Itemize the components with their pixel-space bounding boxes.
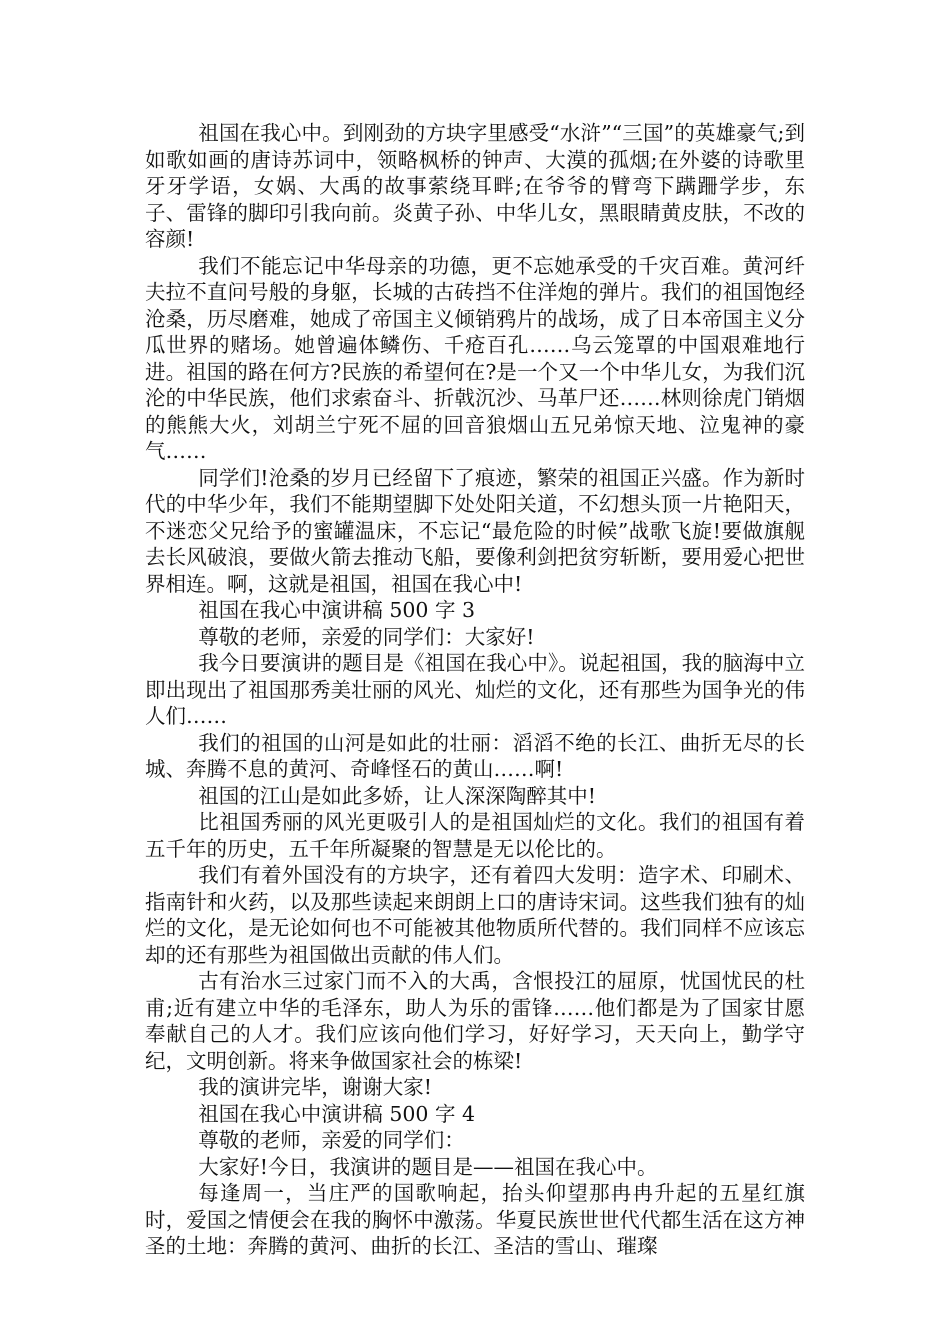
paragraph-7: 比祖国秀丽的风光更吸引人的是祖国灿烂的文化。我们的祖国有着五千年的历史，五千年所凝聚的智慧是无以伦比的。 xyxy=(145,810,805,861)
document-body xyxy=(145,120,805,1260)
paragraph-3: 同学们!沧桑的岁月已经留下了痕迹，繁荣的祖国正兴盛。作为新时代的中华少年，我们不能期望脚下处处阳关道，不幻想头顶一片艳阳天，不迷恋父兄给予的蜜罐温床，不忘记“最危险的时候”战歌飞旋!要做旗舰去长风破浪，要做火箭去推动飞船，要像利剑把贫穷斩断，要用爱心把世界相连。啊，这就是祖国，祖国在我心中! xyxy=(145,465,805,596)
paragraph-1: 祖国在我心中。到刚劲的方块字里感受“水浒”“三国”的英雄豪气;到如歌如画的唐诗苏词中，领略枫桥的钟声、大漠的孤烟;在外婆的诗歌里牙牙学语，女娲、大禹的故事萦绕耳畔;在爷爷的臂弯下蹒跚学步，东子、雷锋的脚印引我向前。炎黄子孙、中华儿女，黑眼睛黄皮肤，不改的容颜! xyxy=(145,121,805,251)
paragraph-4: 我今日要演讲的题目是《祖国在我心中》。说起祖国，我的脑海中立即出现出了祖国那秀美壮丽的风光、灿烂的文化，还有那些为国争光的伟人们…… xyxy=(145,651,805,728)
greeting-3: 尊敬的老师，亲爱的同学们：大家好! xyxy=(198,624,535,649)
section-heading-4: 祖国在我心中演讲稿 500 字 4 xyxy=(198,1101,476,1126)
greeting-4: 尊敬的老师，亲爱的同学们： xyxy=(198,1128,465,1152)
closing-3: 我的演讲完毕，谢谢大家! xyxy=(198,1075,433,1099)
paragraph-10: 大家好!今日，我演讲的题目是——祖国在我心中。 xyxy=(198,1154,658,1179)
paragraph-8: 我们有着外国没有的方块字，还有着四大发明：造字术、印刷术、指南针和火药，以及那些读起来朗朗上口的唐诗宋词。这些我们独有的灿烂的文化，是无论如何也不可能被其他物质所代替的。我们同样不应该忘却的还有那些为祖国做出贡献的伟人们。 xyxy=(145,863,805,967)
paragraph-2: 我们不能忘记中华母亲的功德，更不忘她承受的千灾百难。黄河纤夫拉不直问号般的身躯，长城的古砖挡不住洋炮的弹片。我们的祖国饱经沧桑，历尽磨难，她成了帝国主义倾销鸦片的战场，成了日本帝国主义分瓜世界的赌场。她曾遍体鳞伤、千疮百孔……乌云笼罩的中国艰难地行进。祖国的路在何方?民族的希望何在?是一个又一个中华儿女，为我们沉沦的中华民族，他们求索奋斗、折戟沉沙、马革尸还……林则徐虎门销烟的熊熊大火，刘胡兰宁死不屈的回音狼烟山五兄弟惊天地、泣鬼神的豪气…… xyxy=(145,253,805,463)
paragraph-6: 祖国的江山是如此多娇，让人深深陶醉其中! xyxy=(198,783,597,808)
paragraph-5: 我们的祖国的山河是如此的壮丽：滔滔不绝的长江、曲折无尽的长城、奔腾不息的黄河、奇峰怪石的黄山……啊! xyxy=(145,730,805,781)
paragraph-11: 每逢周一，当庄严的国歌响起，抬头仰望那冉冉升起的五星红旗时，爱国之情便会在我的胸怀中激荡。华夏民族世世代代都生活在这方神圣的土地：奔腾的黄河、曲折的长江、圣洁的雪山、璀璨 xyxy=(145,1181,805,1258)
paragraph-9: 古有治水三过家门而不入的大禹，含恨投江的屈原，忧国忧民的杜甫;近有建立中华的毛泽东，助人为乐的雷锋……他们都是为了国家甘愿奉献自己的人才。我们应该向他们学习，好好学习，天天向上，勤学守纪，文明创新。将来争做国家社会的栋梁! xyxy=(145,969,805,1073)
section-heading-3: 祖国在我心中演讲稿 500 字 3 xyxy=(198,598,476,622)
